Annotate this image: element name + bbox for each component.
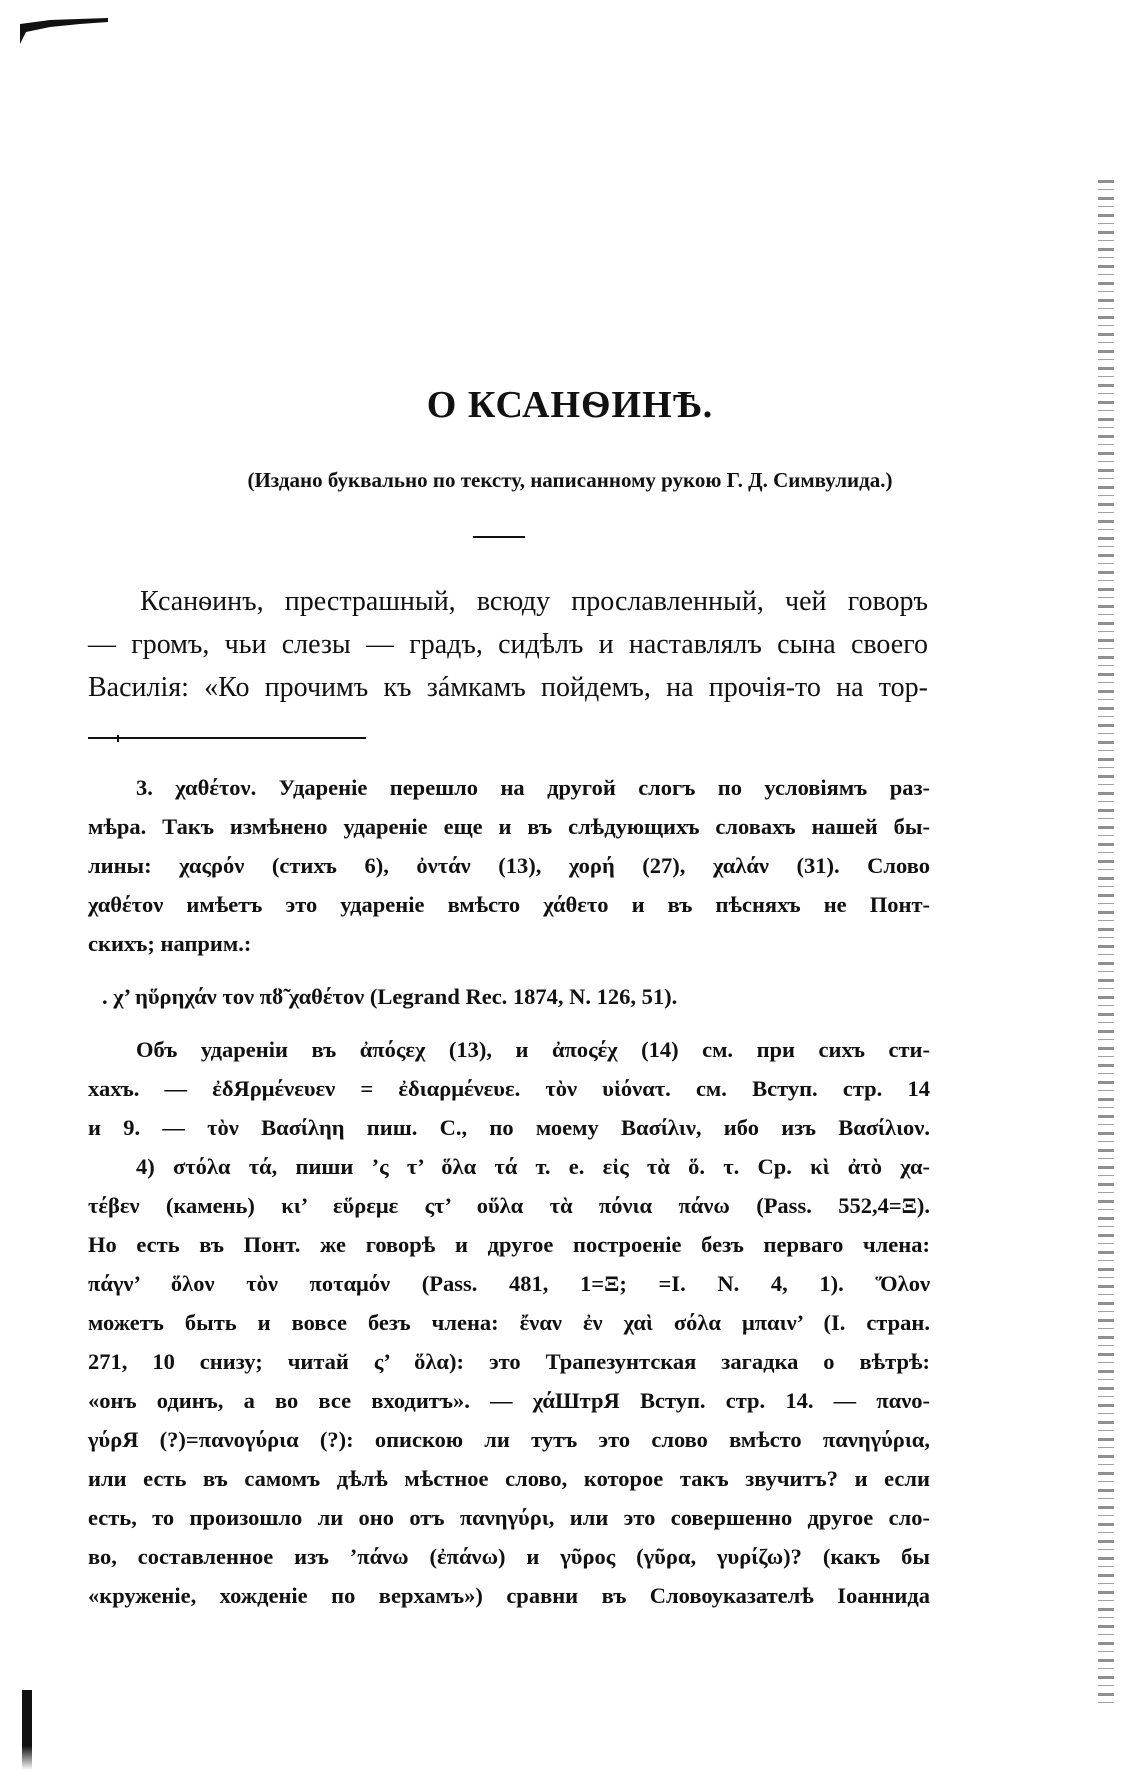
note-quote: . χ’ ηὕρηχάν τον πȣ̃ χαθέτον (Legrand Rec. 1874, N. 126, 51). — [102, 984, 678, 1009]
note-line: «онъ одинъ, а во все входитъ». — χάШтрЯ Вступ. стр. 14. — πανο- — [88, 1388, 930, 1413]
main-text-line: Василія: «Ко прочимъ къ зáмкамъ пойдемъ, на прочія-то на тор- — [88, 672, 928, 703]
note-line: γύρЯ (?)=πανογύρια (?): опискою ли тутъ это слово вмѣсто πανηγύρια, — [88, 1427, 930, 1452]
note-line: πάγν’ ὅλον τὸν ποταμόν (Pass. 481, 1=Ξ; =I. N. 4, 1). Ὅλον — [88, 1271, 930, 1296]
note-line: 3. χαθέτον. Удареніе перешло на другой слогъ по условіямъ раз- — [136, 775, 930, 800]
main-text — [88, 580, 928, 709]
scan-left-edge-artifact — [22, 1690, 32, 1770]
note-line: хахъ. — ἐδЯρμένευεν = ἐδιαρμένευε. τὸν υἱόνατ. см. Вступ. стр. 14 — [88, 1076, 930, 1101]
note-line: τέβεν (камень) κι’ εὕρεμε ςτ’ οὕλα τὰ πόνια πάνω (Pass. 552,4=Ξ). — [88, 1193, 930, 1218]
note-line: мѣра. Такъ измѣнено удареніе еще и въ слѣдующихъ словахъ нашей бы- — [88, 814, 930, 839]
footnote-divider-tick — [117, 735, 119, 742]
title-divider — [473, 536, 525, 538]
note-line: 271, 10 снизу; читай ς’ ὅλα): это Трапезунтская загадка о вѣтрѣ: — [88, 1349, 930, 1374]
note-line: есть, то произошло ли оно отъ πανηγύρι, или это совершенно другое сло- — [88, 1505, 930, 1530]
main-text-line: Ксанѳинъ, престрашный, всюду прославленный, чей говоръ — [140, 586, 928, 617]
footnote-divider — [88, 737, 366, 739]
main-text-line: — громъ, чьи слезы — градъ, сидѣлъ и наставлялъ сына своего — [88, 629, 928, 660]
footnotes — [88, 768, 930, 1615]
page-subtitle: (Издано буквально по тексту, написанному рукою Г. Д. Симвулида.) — [247, 468, 893, 492]
note-line: во, составленное изъ ’πάνω (ἐπάνω) и γῦρος (γῦρα, γυρίζω)? (какъ бы — [88, 1544, 930, 1569]
note-line: лины: χαςρόν (стихъ 6), ὀντάν (13), χορή (27), χαλάν (31). Слово — [88, 853, 930, 878]
note-line: скихъ; наприм.: — [88, 931, 252, 956]
note-line: «круженіе, хожденіе по верхамъ») сравни въ Словоуказателѣ Іоаннида — [88, 1583, 930, 1608]
note-line: χαθέτον имѣетъ это удареніе вмѣсто χάθετο и въ пѣсняхъ не Понт- — [88, 892, 930, 917]
note-line: Объ удареніи въ ἀπόςεχ (13), и ἀποςέχ (14) см. при сихъ сти- — [136, 1037, 930, 1062]
note-line: или есть въ самомъ дѣлѣ мѣстное слово, которое такъ звучитъ? и если — [88, 1466, 930, 1491]
note-line: можетъ быть и вовсе безъ члена: ἔναν ἐν χαὶ σόλα μπαιν’ (I. стран. — [88, 1310, 930, 1335]
note-line: и 9. — τὸν Βασίληη пиш. С., по моему Βασίλιν, ибо изъ Βασίλιον. — [88, 1115, 930, 1140]
scan-corner-artifact — [20, 18, 110, 44]
note-line: 4) στόλα τά, пиши ’ς τ’ ὅλα τά т. е. εἰς τὰ ὅ. τ. Ср. κὶ ἀτὸ χα- — [136, 1154, 930, 1179]
note-line: Но есть въ Понт. же говорѣ и другое построеніе безъ перваго члена: — [88, 1232, 930, 1257]
page-title: О КСАНѲИНѢ. — [426, 384, 714, 426]
